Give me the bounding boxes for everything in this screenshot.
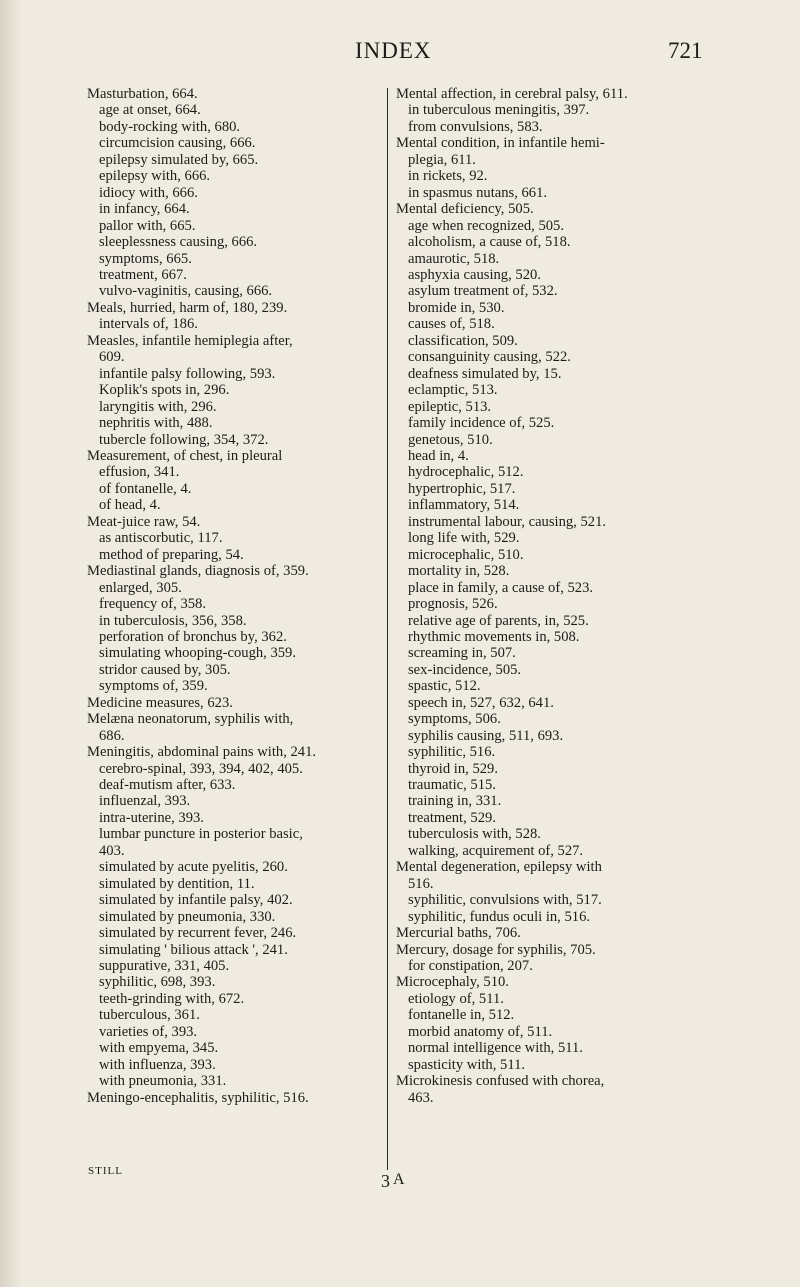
index-heading: Meat-juice raw, 54. [87, 513, 201, 530]
index-subentry: tubercle following, 354, 372. [99, 431, 269, 448]
index-heading: Mental deficiency, 505. [396, 201, 534, 218]
index-subentry: etiology of, 511. [408, 990, 504, 1007]
index-subentry: suppurative, 331, 405. [99, 958, 230, 975]
index-subentry: morbid anatomy of, 511. [408, 1023, 553, 1040]
index-subentry: 609. [99, 349, 125, 366]
index-subentry: screaming in, 507. [408, 645, 516, 662]
page-number: 721 [668, 38, 703, 63]
index-subentry: spasticity with, 511. [408, 1056, 526, 1073]
index-subentry: sleeplessness causing, 666. [99, 234, 258, 251]
index-subentry: classification, 509. [408, 332, 518, 349]
index-subentry: age at onset, 664. [99, 102, 201, 119]
index-subentry: walking, acquirement of, 527. [408, 842, 584, 859]
index-heading: Medicine measures, 623. [87, 694, 233, 711]
index-heading: Meals, hurried, harm of, 180, 239. [87, 299, 288, 316]
index-subentry: syphilitic, fundus oculi in, 516. [408, 908, 591, 925]
index-column-right [396, 86, 726, 1106]
index-subentry: causes of, 518. [408, 316, 495, 333]
index-subentry: infantile palsy following, 593. [99, 365, 276, 382]
index-subentry: for constipation, 207. [408, 958, 533, 975]
index-subentry: hydrocephalic, 512. [408, 464, 524, 481]
index-subentry: 686. [99, 727, 125, 744]
index-subentry: relative age of parents, in, 525. [408, 612, 589, 629]
index-heading: Mental degeneration, epilepsy with [396, 859, 602, 876]
page-title: INDEX [355, 38, 432, 63]
index-subentry: in tuberculous meningitis, 397. [408, 102, 590, 119]
index-subentry: prognosis, 526. [408, 596, 498, 613]
index-heading: Measurement, of chest, in pleural [87, 447, 283, 464]
index-subentry: effusion, 341. [99, 464, 180, 481]
index-subentry: nephritis with, 488. [99, 415, 213, 432]
index-subentry: stridor caused by, 305. [99, 661, 231, 678]
index-subentry: with empyema, 345. [99, 1040, 219, 1057]
index-heading: Mental affection, in cerebral palsy, 611. [396, 86, 628, 102]
index-subentry: method of preparing, 54. [99, 546, 244, 563]
index-subentry: family incidence of, 525. [408, 415, 555, 432]
index-subentry: of fontanelle, 4. [99, 480, 192, 497]
index-heading: Melæna neonatorum, syphilis with, [87, 711, 294, 728]
index-subentry: syphilitic, 698, 393. [99, 974, 216, 991]
index-subentry: treatment, 529. [408, 809, 496, 826]
index-subentry: with pneumonia, 331. [99, 1073, 227, 1090]
page-edge-shadow [0, 0, 22, 1287]
index-subentry: simulating ' bilious attack ', 241. [99, 941, 288, 958]
signature-letter: A [393, 1171, 405, 1188]
index-subentry: simulated by acute pyelitis, 260. [99, 859, 288, 876]
index-subentry: simulated by dentition, 11. [99, 875, 255, 892]
index-subentry: in infancy, 664. [99, 201, 190, 218]
index-heading: Mediastinal glands, diagnosis of, 359. [87, 563, 309, 580]
index-subentry: perforation of bronchus by, 362. [99, 628, 287, 645]
signature-mark: STILL [88, 1165, 123, 1177]
index-subentry: influenzal, 393. [99, 793, 191, 810]
index-subentry: in spasmus nutans, 661. [408, 184, 548, 201]
index-subentry: rhythmic movements in, 508. [408, 628, 580, 645]
index-subentry: speech in, 527, 632, 641. [408, 694, 554, 711]
index-subentry: tuberculous, 361. [99, 1007, 200, 1024]
index-subentry: laryngitis with, 296. [99, 398, 217, 415]
page-header [0, 38, 800, 68]
index-subentry: cerebro-spinal, 393, 394, 402, 405. [99, 760, 303, 777]
index-subentry: tuberculosis with, 528. [408, 826, 541, 843]
index-subentry: plegia, 611. [408, 151, 476, 168]
index-subentry: bromide in, 530. [408, 299, 505, 316]
index-subentry: age when recognized, 505. [408, 217, 565, 234]
index-subentry: as antiscorbutic, 117. [99, 530, 223, 547]
index-subentry: training in, 331. [408, 793, 502, 810]
index-subentry: syphilis causing, 511, 693. [408, 727, 564, 744]
index-subentry: in rickets, 92. [408, 168, 488, 185]
column-divider [387, 88, 388, 1170]
index-subentry: with influenza, 393. [99, 1056, 216, 1073]
index-subentry: circumcision causing, 666. [99, 135, 256, 152]
index-subentry: syphilitic, 516. [408, 744, 496, 761]
signature-number: 3 [381, 1171, 390, 1191]
index-subentry: syphilitic, convulsions with, 517. [408, 892, 602, 909]
index-subentry: asphyxia causing, 520. [408, 266, 541, 283]
index-heading: Microkinesis confused with chorea, [396, 1073, 605, 1090]
index-subentry: enlarged, 305. [99, 579, 182, 596]
index-subentry: simulated by recurrent fever, 246. [99, 925, 297, 942]
index-subentry: simulated by infantile palsy, 402. [99, 892, 293, 909]
index-subentry: consanguinity causing, 522. [408, 349, 571, 366]
index-subentry: teeth-grinding with, 672. [99, 990, 245, 1007]
index-subentry: eclamptic, 513. [408, 382, 498, 399]
index-subentry: inflammatory, 514. [408, 497, 520, 514]
index-subentry: in tuberculosis, 356, 358. [99, 612, 247, 629]
index-subentry: simulating whooping-cough, 359. [99, 645, 297, 662]
index-subentry: simulated by pneumonia, 330. [99, 908, 276, 925]
index-subentry: epilepsy simulated by, 665. [99, 151, 259, 168]
index-subentry: amaurotic, 518. [408, 250, 500, 267]
index-subentry: varieties of, 393. [99, 1023, 198, 1040]
index-subentry: long life with, 529. [408, 530, 520, 547]
index-subentry: head in, 4. [408, 447, 469, 464]
index-subentry: deaf-mutism after, 633. [99, 777, 236, 794]
index-subentry: hypertrophic, 517. [408, 480, 516, 497]
index-subentry: asylum treatment of, 532. [408, 283, 558, 300]
index-subentry: Koplik's spots in, 296. [99, 382, 230, 399]
index-subentry: epilepsy with, 666. [99, 168, 211, 185]
index-subentry: spastic, 512. [408, 678, 481, 695]
index-heading: Meningitis, abdominal pains with, 241. [87, 744, 317, 761]
index-subentry: intra-uterine, 393. [99, 809, 204, 826]
index-subentry: intervals of, 186. [99, 316, 198, 333]
index-heading: Measles, infantile hemiplegia after, [87, 332, 293, 349]
index-subentry: 516. [408, 875, 434, 892]
index-heading: Meningo-encephalitis, syphilitic, 516. [87, 1089, 309, 1106]
index-heading: Microcephaly, 510. [396, 974, 509, 991]
index-subentry: idiocy with, 666. [99, 184, 198, 201]
index-subentry: frequency of, 358. [99, 596, 206, 613]
index-subentry: pallor with, 665. [99, 217, 196, 234]
index-subentry: deafness simulated by, 15. [408, 365, 562, 382]
index-subentry: symptoms, 506. [408, 711, 501, 728]
index-subentry: treatment, 667. [99, 266, 187, 283]
index-subentry: traumatic, 515. [408, 777, 496, 794]
index-subentry: symptoms of, 359. [99, 678, 208, 695]
index-subentry: genetous, 510. [408, 431, 493, 448]
index-heading: Mental condition, in infantile hemi- [396, 135, 605, 152]
index-subentry: epileptic, 513. [408, 398, 492, 415]
index-heading: Masturbation, 664. [87, 86, 198, 102]
index-subentry: of head, 4. [99, 497, 161, 514]
index-subentry: instrumental labour, causing, 521. [408, 513, 607, 530]
index-subentry: 463. [408, 1089, 434, 1106]
index-subentry: vulvo-vaginitis, causing, 666. [99, 283, 273, 300]
index-subentry: microcephalic, 510. [408, 546, 524, 563]
index-column-left [87, 86, 382, 1106]
index-subentry: place in family, a cause of, 523. [408, 579, 594, 596]
index-subentry: sex-incidence, 505. [408, 661, 522, 678]
index-heading: Mercury, dosage for syphilis, 705. [396, 941, 596, 958]
index-subentry: thyroid in, 529. [408, 760, 498, 777]
index-subentry: normal intelligence with, 511. [408, 1040, 583, 1057]
index-subentry: 403. [99, 842, 125, 859]
index-subentry: lumbar puncture in posterior basic, [99, 826, 303, 843]
index-subentry: body-rocking with, 680. [99, 118, 241, 135]
index-subentry: alcoholism, a cause of, 518. [408, 234, 571, 251]
index-subentry: symptoms, 665. [99, 250, 192, 267]
index-subentry: from convulsions, 583. [408, 118, 543, 135]
index-subentry: mortality in, 528. [408, 563, 510, 580]
index-heading: Mercurial baths, 706. [396, 925, 521, 942]
index-subentry: fontanelle in, 512. [408, 1007, 515, 1024]
page-footer [0, 1165, 800, 1195]
